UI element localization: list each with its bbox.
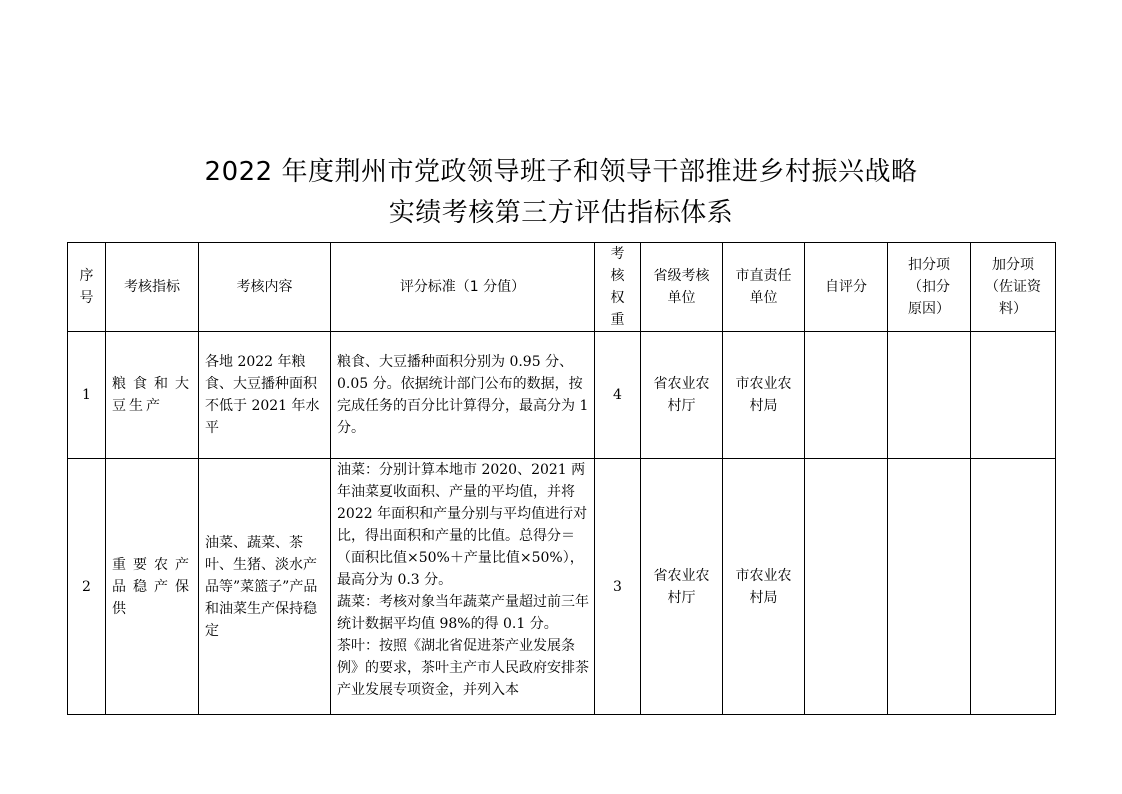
header-seq: 序号	[68, 243, 106, 332]
row-indicator: 粮食和大豆生产	[106, 332, 199, 459]
header-criteria: 评分标准（1 分值）	[331, 243, 595, 332]
row-self-score[interactable]	[805, 332, 888, 459]
row-city-unit: 市农业农村局	[723, 459, 805, 715]
row-bonus[interactable]	[971, 332, 1056, 459]
header-indicator: 考核指标	[106, 243, 199, 332]
header-city-unit: 市直责任单位	[723, 243, 805, 332]
row-deduction[interactable]	[888, 332, 971, 459]
header-province-unit: 省级考核单位	[641, 243, 723, 332]
row-weight: 3	[595, 459, 641, 715]
indicator-table	[67, 242, 1056, 715]
criteria-paragraph: 油菜：分别计算本地市 2020、2021 两年油菜夏收面积、产量的平均值，并将 2022 年面积和产量分别与平均值进行对比，得出面积和产量的比值。总得分＝（面积比值×50%＋产量比值×50%），最高分为 0.3 分。	[337, 462, 588, 588]
row-content: 各地 2022 年粮食、大豆播种面积不低于 2021 年水平	[199, 332, 331, 459]
row-deduction[interactable]	[888, 459, 971, 715]
row-content: 油菜、蔬菜、茶叶、生猪、淡水产品等”菜篮子”产品和油菜生产保持稳定	[199, 459, 331, 715]
row-seq: 1	[68, 332, 106, 459]
criteria-paragraph: 茶叶：按照《湖北省促进茶产业发展条例》的要求，茶叶主产市人民政府安排茶产业发展专项资金，并列入本	[337, 638, 589, 698]
row-indicator: 重要农产品稳产保供	[106, 459, 199, 715]
row-criteria	[331, 332, 595, 459]
header-deduction: 扣分项（扣分原因）	[888, 243, 971, 332]
row-self-score[interactable]	[805, 459, 888, 715]
document-title-line-1: 2022 年度荆州市党政领导班子和领导干部推进乡村振兴战略	[204, 157, 918, 187]
row-bonus[interactable]	[971, 459, 1056, 715]
header-content: 考核内容	[199, 243, 331, 332]
row-province-unit: 省农业农村厅	[641, 332, 723, 459]
header-weight: 考核权重	[595, 243, 641, 332]
header-self-score: 自评分	[805, 243, 888, 332]
table-row	[68, 459, 1056, 715]
table-row	[68, 332, 1056, 459]
row-seq: 2	[68, 459, 106, 715]
header-bonus: 加分项（佐证资料）	[971, 243, 1056, 332]
criteria-paragraph: 蔬菜：考核对象当年蔬菜产量超过前三年统计数据平均值 98%的得 0.1 分。	[337, 594, 589, 632]
row-criteria	[331, 459, 595, 715]
table-header-row	[68, 243, 1056, 332]
document-title-line-2: 实绩考核第三方评估指标体系	[388, 198, 734, 228]
criteria-paragraph: 粮食、大豆播种面积分别为 0.95 分、0.05 分。依据统计部门公布的数据，按完成任务的百分比计算得分，最高分为 1 分。	[337, 354, 589, 436]
row-city-unit: 市农业农村局	[723, 332, 805, 459]
row-weight: 4	[595, 332, 641, 459]
row-province-unit: 省农业农村厅	[641, 459, 723, 715]
